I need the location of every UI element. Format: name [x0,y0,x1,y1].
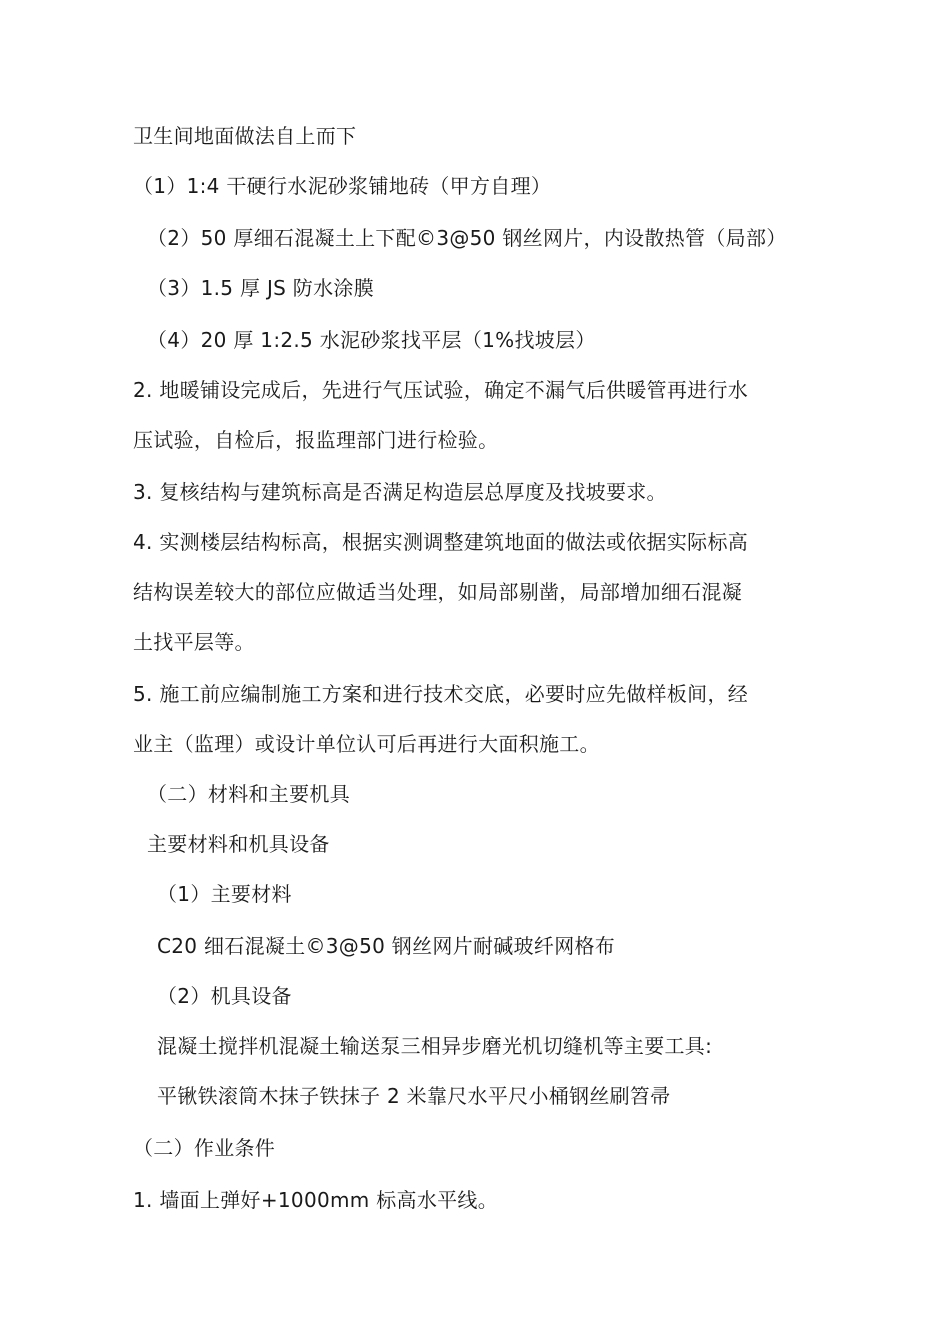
text-line-1: 卫生间地面做法自上而下 [133,124,357,148]
section-heading-conditions: （二）作业条件 [133,1136,276,1160]
text-line-22: 1. 墙面上弹好+1000mm 标高水平线。 [133,1188,499,1212]
text-line-4: （3）1.5 厚 JS 防水涂膜 [147,276,374,300]
text-line-6: 2. 地暖铺设完成后，先进行气压试验，确定不漏气后供暖管再进行水 [133,378,749,402]
text-line-18: （2）机具设备 [157,984,292,1008]
text-line-9: 4. 实测楼层结构标高，根据实测调整建筑地面的做法或依据实际标高 [133,530,749,554]
text-line-20: 平锹铁滚筒木抹子铁抹子 2 米靠尺水平尺小桶钢丝刷笤帚 [157,1084,671,1108]
text-line-5: （4）20 厚 1:2.5 水泥砂浆找平层（1%找坡层） [147,328,596,352]
text-line-12: 5. 施工前应编制施工方案和进行技术交底，必要时应先做样板间，经 [133,682,749,706]
text-line-3: （2）50 厚细石混凝土上下配©3@50 钢丝网片，内设散热管（局部） [147,226,787,250]
text-line-19: 混凝土搅拌机混凝土输送泵三相异步磨光机切缝机等主要工具: [157,1034,713,1058]
text-line-17: C20 细石混凝土©3@50 钢丝网片耐碱玻纤网格布 [157,934,616,958]
text-line-11: 土找平层等。 [133,630,255,654]
text-line-8: 3. 复核结构与建筑标高是否满足构造层总厚度及找坡要求。 [133,480,667,504]
text-line-10: 结构误差较大的部位应做适当处理，如局部剔凿，局部增加细石混凝 [133,580,742,604]
text-line-7: 压试验，自检后，报监理部门进行检验。 [133,428,499,452]
text-line-2: （1）1:4 干硬行水泥砂浆铺地砖（甲方自理） [133,174,552,198]
section-heading-materials: （二）材料和主要机具 [147,782,350,806]
text-line-16: （1）主要材料 [157,882,292,906]
text-line-13: 业主（监理）或设计单位认可后再进行大面积施工。 [133,732,600,756]
text-line-15: 主要材料和机具设备 [147,832,330,856]
